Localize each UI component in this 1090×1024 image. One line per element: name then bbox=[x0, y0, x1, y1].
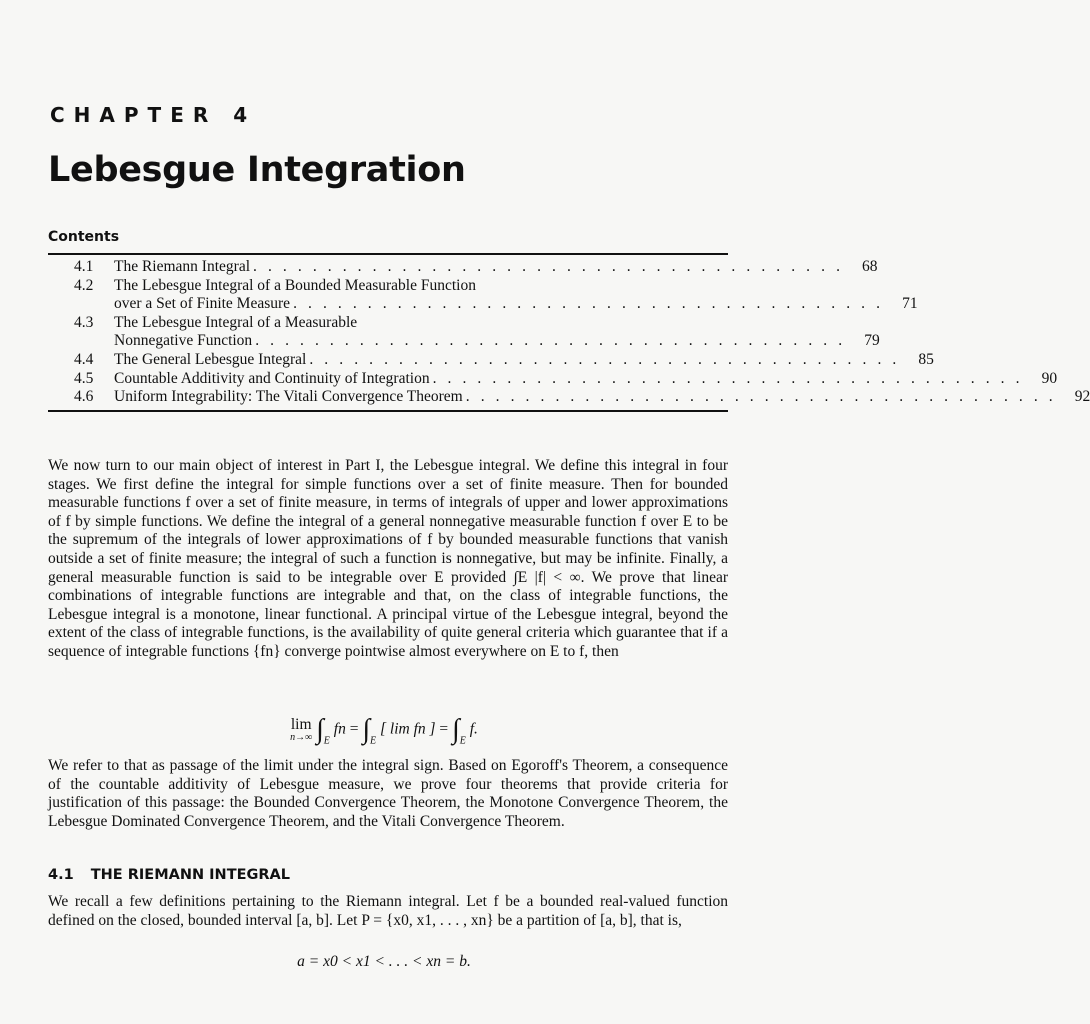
toc-number bbox=[74, 295, 114, 314]
chapter-title: Lebesgue Integration bbox=[48, 150, 466, 190]
section-paragraph: We recall a few definitions pertaining to the Riemann integral. Let f be a bounded real-valued function defined on the closed, bounded interval [a, b]. Let P = {x0, x1, . . . , xn} be a partition of [a, b], that is, bbox=[48, 893, 728, 929]
toc-page: 68 bbox=[862, 258, 878, 275]
partition-equation: a = x0 < x1 < . . . < xn = b. bbox=[297, 953, 471, 970]
toc-row[interactable] bbox=[74, 295, 918, 314]
toc-leader: . . . . . . . . . . . . . . . . . . . . . . . . . . . . . . . . . . . . . . . . bbox=[255, 332, 846, 350]
chapter-label: CHAPTER 4 bbox=[50, 103, 257, 127]
toc-title: Nonnegative Function bbox=[114, 332, 253, 350]
toc-number: 4.6 bbox=[74, 388, 94, 406]
section-heading bbox=[48, 867, 290, 883]
limit-operator bbox=[290, 717, 312, 743]
equals-sign: = bbox=[439, 720, 449, 738]
toc-page: 71 bbox=[902, 295, 918, 313]
toc-number: 4.5 bbox=[74, 369, 94, 387]
toc-row[interactable] bbox=[74, 258, 878, 277]
contents-bottom-rule bbox=[48, 410, 728, 412]
toc-leader: . . . . . . . . . . . . . . . . . . . . . . . . . . . . . . . . . . . . . . . . bbox=[253, 258, 844, 275]
passage-paragraph: We refer to that as passage of the limit under the integral sign. Based on Egoroff's Theorem, a consequence of the countable additivity of Lebesgue measure, we prove four theorems that provide criteria for justification of this passage: the Bounded Convergence Theorem, the Monotone Convergence Theorem, the Lebesgue Dominated Convergence Theorem, and the Vitali Convergence Theorem. bbox=[48, 757, 728, 830]
integral-domain: E bbox=[370, 735, 377, 747]
integral-sign: ∫ bbox=[362, 714, 370, 745]
toc-title: The General Lebesgue Integral bbox=[114, 350, 307, 368]
toc-title: The Lebesgue Integral of a Measurable bbox=[114, 313, 358, 331]
toc-leader: . . . . . . . . . . . . . . . . . . . . . . . . . . . . . . . . . . . . . . . . bbox=[465, 388, 1057, 406]
toc-title: over a Set of Finite Measure bbox=[114, 295, 291, 313]
integral-domain: E bbox=[459, 735, 466, 747]
contents-top-rule bbox=[48, 253, 728, 255]
equals-sign: = bbox=[349, 720, 359, 738]
toc-row[interactable] bbox=[74, 369, 1058, 389]
integral-domain: E bbox=[323, 735, 330, 747]
integral-sign: ∫ bbox=[452, 714, 460, 745]
toc-number: 4.3 bbox=[74, 313, 94, 331]
toc-row[interactable] bbox=[74, 350, 934, 370]
toc-number: 4.2 bbox=[74, 276, 94, 294]
inner-limit: [ lim fn ] bbox=[379, 720, 436, 738]
limit-word: lim bbox=[290, 716, 312, 734]
toc-page: 85 bbox=[918, 350, 934, 368]
toc-page: 90 bbox=[1041, 369, 1058, 387]
toc-number: 4.1 bbox=[74, 258, 94, 275]
intro-paragraph: We now turn to our main object of interest in Part I, the Lebesgue integral. We define this integral in four stages. We first define the integral for simple functions over a set of finite measure. Then for bounded measurable functions f over a set of finite measure, in terms of integrals of upper and lower approximations of f by simple functions. We define the integral of a general nonnegative measurable function f over E to be the supremum of the integrals of lower approximations of f by bounded measurable functions that vanish outside a set of finite measure; the integral of such a function is nonnegative, but may be infinite. Finally, a general measurable function is said to be integrable over E provided ∫E |f| < ∞. We prove that linear combinations of integrable functions are integrable and that, on the class of integrable functions, the Lebesgue integral is a monotone, linear functional. A principal virtue of the Lebesgue integral, beyond the extent of the class of integrable functions, is the availability of quite general criteria which guarantee that if a sequence of integrable functions {fn} converge pointwise almost everywhere on E to f, then bbox=[48, 457, 728, 660]
toc-row[interactable] bbox=[74, 332, 880, 351]
toc-leader: . . . . . . . . . . . . . . . . . . . . . . . . . . . . . . . . . . . . . . . . bbox=[309, 350, 900, 368]
contents-heading: Contents bbox=[48, 229, 120, 245]
limit-function: f. bbox=[469, 720, 478, 738]
toc-title: The Riemann Integral bbox=[114, 258, 251, 275]
function-sequence: fn bbox=[333, 720, 346, 738]
limit-equation bbox=[0, 714, 768, 747]
toc-page: 79 bbox=[864, 332, 880, 350]
toc-number bbox=[74, 332, 114, 351]
toc-leader: . . . . . . . . . . . . . . . . . . . . . . . . . . . . . . . . . . . . . . . . bbox=[293, 295, 884, 313]
toc-leader: . . . . . . . . . . . . . . . . . . . . . . . . . . . . . . . . . . . . . . . . bbox=[432, 369, 1024, 387]
toc-row[interactable] bbox=[74, 388, 1090, 407]
table-of-contents bbox=[74, 258, 1090, 407]
toc-title: Uniform Integrability: The Vitali Convergence Theorem bbox=[114, 388, 463, 406]
toc-title: Countable Additivity and Continuity of Integration bbox=[114, 369, 430, 387]
section-number: 4.1 bbox=[48, 867, 74, 883]
toc-page: 92 bbox=[1074, 388, 1090, 406]
section-title: THE RIEMANN INTEGRAL bbox=[90, 867, 291, 883]
limit-subscript: n→∞ bbox=[290, 731, 313, 743]
toc-number: 4.4 bbox=[74, 350, 94, 368]
integral-sign: ∫ bbox=[316, 714, 324, 745]
toc-row[interactable] bbox=[74, 314, 728, 333]
toc-row[interactable] bbox=[74, 277, 728, 296]
toc-title: The Lebesgue Integral of a Bounded Measurable Function bbox=[114, 276, 476, 294]
